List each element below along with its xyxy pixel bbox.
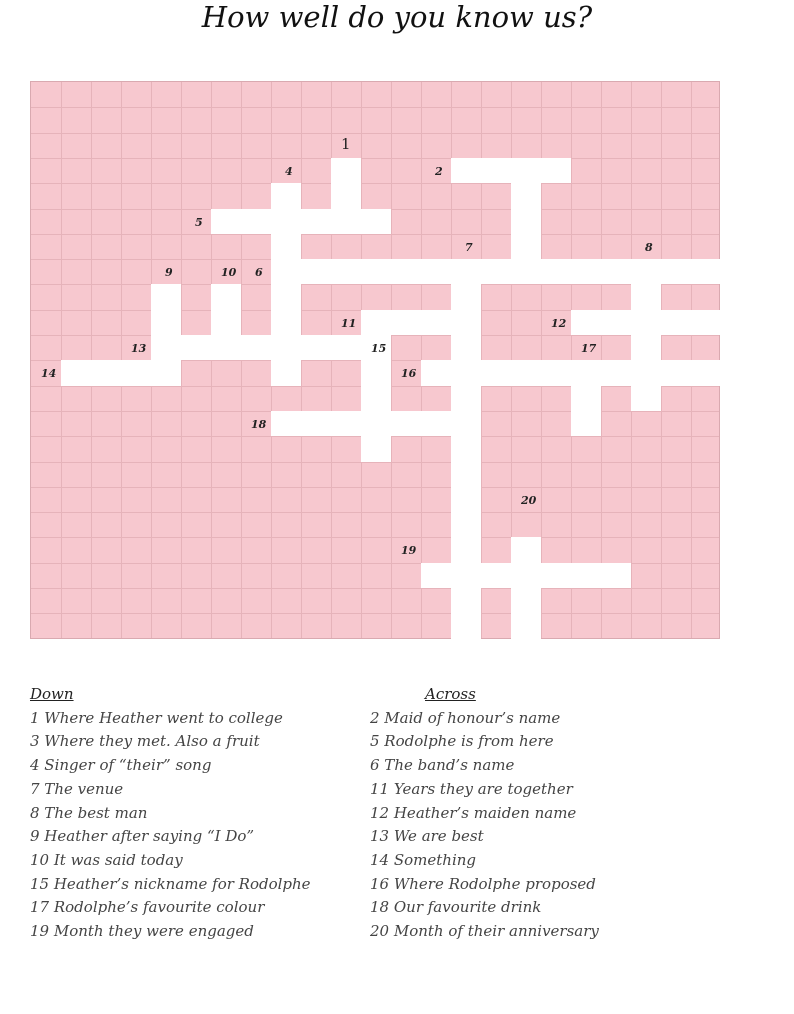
- across-clue: 16 Where Rodolphe proposed: [370, 874, 596, 893]
- grid-line: [31, 183, 719, 184]
- grid-line: [31, 512, 719, 513]
- answer-cell[interactable]: [541, 259, 571, 284]
- answer-cell[interactable]: [241, 335, 271, 360]
- clue-number: 8: [645, 241, 653, 254]
- clue-number: 10: [221, 266, 237, 279]
- answer-cell[interactable]: [331, 259, 361, 284]
- down-clue: 15 Heather’s nickname for Rodolphe: [30, 874, 311, 893]
- answer-cell[interactable]: [211, 310, 241, 335]
- answer-cell[interactable]: [511, 209, 541, 234]
- answer-cell[interactable]: [601, 563, 631, 588]
- answer-cell[interactable]: [451, 360, 481, 386]
- answer-cell[interactable]: [421, 360, 451, 386]
- grid-line: [31, 537, 719, 538]
- down-clue: 3 Where they met. Also a fruit: [30, 732, 260, 751]
- answer-cell[interactable]: [451, 411, 481, 436]
- across-clue: 12 Heather’s maiden name: [370, 803, 577, 822]
- answer-cell[interactable]: [511, 234, 541, 259]
- down-clues: [30, 683, 370, 944]
- answer-cell[interactable]: [331, 183, 361, 209]
- answer-cell[interactable]: [211, 335, 241, 360]
- answer-cell[interactable]: [571, 259, 601, 284]
- across-clues: [370, 683, 750, 944]
- answer-cell[interactable]: [361, 386, 391, 411]
- clue-number: 6: [255, 266, 263, 279]
- grid-line: [31, 284, 719, 285]
- answer-cell[interactable]: [151, 284, 181, 310]
- answer-cell[interactable]: [571, 310, 601, 335]
- answer-cell[interactable]: [361, 259, 391, 284]
- answer-cell[interactable]: [451, 259, 481, 284]
- answer-cell[interactable]: [421, 411, 451, 436]
- answer-cell[interactable]: [331, 411, 361, 436]
- answer-cell[interactable]: [271, 335, 301, 360]
- answer-cell[interactable]: [451, 310, 481, 335]
- answer-cell[interactable]: [451, 335, 481, 360]
- answer-cell[interactable]: [271, 209, 301, 234]
- answer-cell[interactable]: [391, 259, 421, 284]
- across-clue: 14 Something: [370, 850, 477, 869]
- answer-cell[interactable]: [601, 310, 631, 335]
- answer-cell[interactable]: [271, 310, 301, 335]
- grid-line: [31, 613, 719, 614]
- down-clue: 8 The best man: [30, 803, 148, 822]
- down-clue: 19 Month they were engaged: [30, 922, 254, 941]
- answer-cell[interactable]: [541, 360, 571, 386]
- answer-cell[interactable]: [511, 613, 541, 639]
- answer-cell[interactable]: [511, 158, 541, 183]
- answer-cell[interactable]: [271, 259, 301, 284]
- answer-cell[interactable]: [571, 386, 601, 411]
- answer-cell[interactable]: [481, 158, 511, 183]
- answer-cell[interactable]: [451, 487, 481, 512]
- answer-cell[interactable]: [151, 310, 181, 335]
- clue-number: 19: [401, 544, 417, 557]
- clue-number: 1: [341, 135, 351, 153]
- down-clue: 9 Heather after saying “I Do”: [30, 827, 255, 846]
- answer-cell[interactable]: [451, 588, 481, 613]
- clue-number: 5: [195, 216, 203, 229]
- answer-cell[interactable]: [451, 386, 481, 411]
- answer-cell[interactable]: [121, 360, 151, 386]
- crossword-grid: [30, 81, 720, 639]
- answer-cell[interactable]: [481, 360, 511, 386]
- answer-cell[interactable]: [331, 335, 361, 360]
- answer-cell[interactable]: [61, 360, 91, 386]
- clue-number: 9: [165, 266, 173, 279]
- answer-cell[interactable]: [571, 411, 601, 436]
- answer-cell[interactable]: [301, 209, 331, 234]
- answer-cell[interactable]: [271, 360, 301, 386]
- grid-line: [31, 487, 719, 488]
- answer-cell[interactable]: [421, 563, 451, 588]
- clue-number: 7: [465, 241, 473, 254]
- answer-cell[interactable]: [361, 209, 391, 234]
- down-clue: 1 Where Heather went to college: [30, 708, 283, 727]
- clue-number: 11: [341, 317, 357, 330]
- answer-cell[interactable]: [271, 234, 301, 259]
- answer-cell[interactable]: [181, 335, 211, 360]
- answer-cell[interactable]: [151, 360, 181, 386]
- grid-line: [31, 462, 719, 463]
- clue-number: 12: [551, 317, 567, 330]
- answer-cell[interactable]: [451, 462, 481, 487]
- answer-cell[interactable]: [391, 411, 421, 436]
- answer-cell[interactable]: [151, 335, 181, 360]
- answer-cell[interactable]: [451, 436, 481, 462]
- answer-cell[interactable]: [421, 259, 451, 284]
- clue-number: 14: [41, 367, 57, 380]
- answer-cell[interactable]: [631, 386, 661, 411]
- answer-cell[interactable]: [301, 335, 331, 360]
- answer-cell[interactable]: [631, 360, 661, 386]
- grid-line: [31, 234, 719, 235]
- across-clue: 18 Our favourite drink: [370, 898, 542, 917]
- answer-cell[interactable]: [331, 158, 361, 183]
- answer-cell[interactable]: [511, 183, 541, 209]
- down-clue: 17 Rodolphe’s favourite colour: [30, 898, 265, 917]
- answer-cell[interactable]: [661, 259, 691, 284]
- answer-cell[interactable]: [541, 563, 571, 588]
- grid-line: [31, 107, 719, 108]
- grid-line: [31, 158, 719, 159]
- across-clue: 20 Month of their anniversary: [370, 922, 599, 941]
- answer-cell[interactable]: [361, 436, 391, 462]
- answer-cell[interactable]: [601, 259, 631, 284]
- answer-cell[interactable]: [271, 411, 301, 436]
- across-clue: 2 Maid of honour’s name: [370, 708, 561, 727]
- answer-cell[interactable]: [631, 284, 661, 310]
- clue-number: 13: [131, 342, 147, 355]
- answer-cell[interactable]: [391, 310, 421, 335]
- answer-cell[interactable]: [631, 259, 661, 284]
- grid-line: [31, 133, 719, 134]
- answer-cell[interactable]: [691, 310, 721, 335]
- across-clue: 5 Rodolphe is from here: [370, 732, 554, 751]
- clue-number: 15: [371, 342, 387, 355]
- down-clue: 7 The venue: [30, 779, 124, 798]
- answer-cell[interactable]: [691, 360, 721, 386]
- answer-cell[interactable]: [631, 335, 661, 360]
- answer-cell[interactable]: [211, 284, 241, 310]
- answer-cell[interactable]: [511, 259, 541, 284]
- answer-cell[interactable]: [301, 411, 331, 436]
- answer-cell[interactable]: [631, 310, 661, 335]
- answer-cell[interactable]: [601, 360, 631, 386]
- answer-cell[interactable]: [271, 183, 301, 209]
- clue-number: 18: [251, 418, 267, 431]
- across-clue: 13 We are best: [370, 827, 484, 846]
- answer-cell[interactable]: [511, 588, 541, 613]
- answer-cell[interactable]: [451, 512, 481, 537]
- answer-cell[interactable]: [451, 537, 481, 563]
- answer-cell[interactable]: [451, 563, 481, 588]
- answer-cell[interactable]: [481, 259, 511, 284]
- answer-cell[interactable]: [451, 284, 481, 310]
- clue-number: 2: [435, 165, 443, 178]
- answer-cell[interactable]: [361, 360, 391, 386]
- answer-cell[interactable]: [691, 259, 721, 284]
- down-header: Down: [30, 685, 74, 703]
- answer-cell[interactable]: [571, 360, 601, 386]
- answer-cell[interactable]: [91, 360, 121, 386]
- down-clue: 10 It was said today: [30, 850, 183, 869]
- answer-cell[interactable]: [511, 360, 541, 386]
- answer-cell[interactable]: [241, 209, 271, 234]
- answer-cell[interactable]: [661, 360, 691, 386]
- grid-line: [31, 588, 719, 589]
- answer-cell[interactable]: [511, 563, 541, 588]
- clue-number: 16: [401, 367, 417, 380]
- answer-cell[interactable]: [211, 209, 241, 234]
- across-clue: 11 Years they are together: [370, 779, 573, 798]
- answer-cell[interactable]: [361, 310, 391, 335]
- puzzle-title: How well do you know us?: [201, 0, 593, 34]
- answer-cell[interactable]: [661, 310, 691, 335]
- answer-cell[interactable]: [451, 158, 481, 183]
- across-clue: 6 The band’s name: [370, 756, 515, 775]
- answer-cell[interactable]: [361, 411, 391, 436]
- down-clue: 4 Singer of “their” song: [30, 756, 212, 775]
- answer-cell[interactable]: [271, 284, 301, 310]
- answer-cell[interactable]: [541, 158, 571, 183]
- clue-number: 4: [285, 165, 293, 178]
- answer-cell[interactable]: [481, 563, 511, 588]
- answer-cell[interactable]: [451, 613, 481, 639]
- answer-cell[interactable]: [571, 563, 601, 588]
- clue-number: 17: [581, 342, 597, 355]
- answer-cell[interactable]: [301, 259, 331, 284]
- clue-number: 20: [521, 494, 537, 507]
- across-header: Across: [425, 685, 476, 703]
- answer-cell[interactable]: [331, 209, 361, 234]
- answer-cell[interactable]: [511, 537, 541, 563]
- answer-cell[interactable]: [421, 310, 451, 335]
